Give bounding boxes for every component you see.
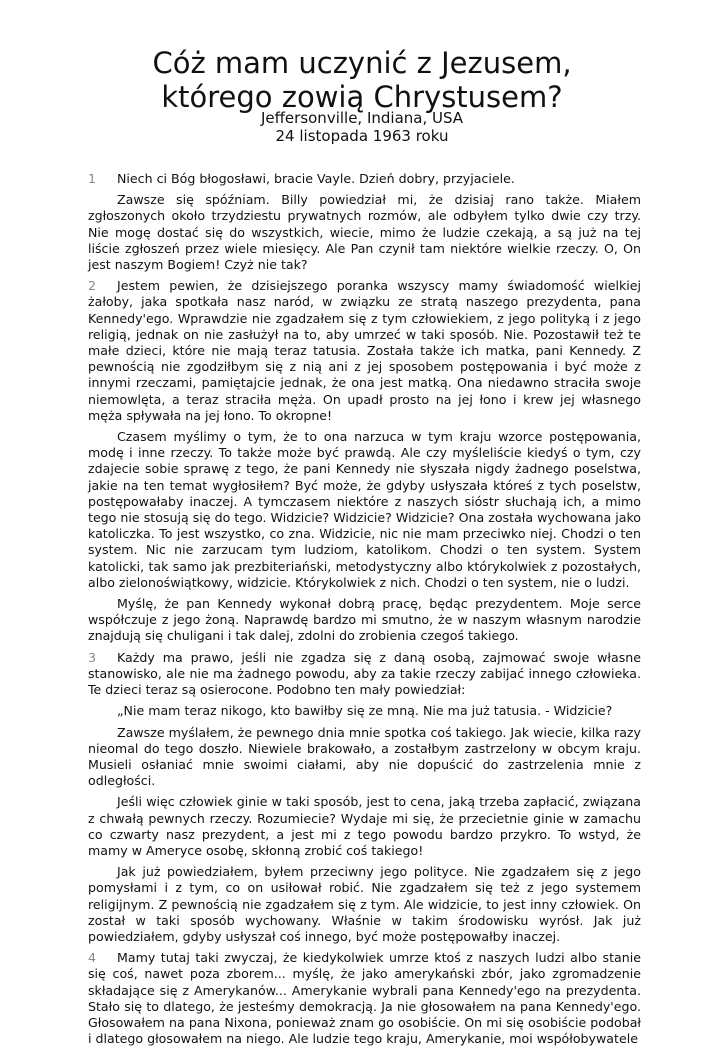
paragraph [88, 192, 641, 273]
title-line-2: którego zowią Chrystusem? [161, 80, 563, 114]
paragraph-text: Każdy ma prawo, jeśli nie zgadza się z daną osobą, zajmować swoje własne stanowisko, ale nie ma żadnego powodu, aby za takie rzeczy zabijać innego człowieka. Te dzieci teraz są osierocone. Podobno ten mały powiedział: [88, 649, 641, 698]
paragraph [88, 703, 641, 719]
paragraph-text: Niech ci Bóg błogosławi, bracie Vayle. Dzień dobry, przyjaciele. [117, 171, 515, 186]
paragraph-number: 1 [88, 171, 97, 186]
paragraph-text: Mamy tutaj taki zwyczaj, że kiedykolwiek umrze ktoś z naszych ludzi albo stanie się coś, nawet poza zborem... myślę, że jako amerykański zbór, jako zgromadzenie składające się z Amerykanów... Amerykanie wybrali pana Kennedy'ego na prezydenta. Stało się to dlatego, że jesteśmy demokracją. Ja nie głosowałem na pana Kennedy'ego. Głosowałem na pana Nixona, ponieważ znam go osobiście. On mi się osobiście podobał i dlatego głosowałem na niego. Ale ludzie tego kraju, Amerykanie, moi współobywatele [88, 950, 641, 1047]
paragraph [88, 864, 641, 945]
paragraph [88, 650, 641, 699]
document-body [88, 171, 641, 1052]
paragraph [88, 725, 641, 790]
paragraph [88, 171, 641, 187]
paragraph [88, 278, 641, 424]
paragraph-text: Jestem pewien, że dzisiejszego poranka wszyscy mamy świadomość wielkiej żałoby, jaka spotkała nasz naród, w związku ze stratą naszego prezydenta, pana Kennedy'ego. Wprawdzie nie zgadzałem się z tym człowiekiem, z jego polityką i z jego religią, jednak on nie zasłużył na to, aby umrzeć w taki sposób. Nie. Pozostawił też te małe dzieci, które nie mają teraz tatusia. Została także ich matka, pani Kennedy. Z pewnością nie zgodziłbym się z nią ani z jej sposobem postępowania i być może z innymi rzeczami, pamiętajcie jednak, że ona jest matką. Ona niedawno straciła swoje niemowlęta, a teraz straciła męża. On upadł prosto na jej łono i krew jej własnego męża spływała na jej łono. To okropne! [88, 278, 641, 423]
paragraph [88, 794, 641, 859]
paragraph [88, 596, 641, 645]
paragraph-text: Myślę, że pan Kennedy wykonał dobrą pracę, będąc prezydentem. Moje serce współczuje z jego żoną. Naprawdę bardzo mi smutno, że w naszym własnym narodzie znajdują się chuligani i tak dalej, zdolni do zrobienia czegoś takiego. [88, 596, 641, 644]
paragraph-text: Zawsze myślałem, że pewnego dnia mnie spotka coś takiego. Jak wiecie, kilka razy nieomal do tego doszło. Niewiele brakowało, a zostałbym zastrzelony w obcym kraju. Musieli osłaniać mnie swoimi ciałami, aby nie dopuścić do zastrzelenia mnie z odległości. [88, 724, 641, 789]
paragraph-text: „Nie mam teraz nikogo, kto bawiłby się ze mną. Nie ma już tatusia. - Widzicie? [117, 703, 613, 719]
date: 24 listopada 1963 roku [275, 127, 449, 145]
paragraph [88, 950, 641, 1047]
paragraph [88, 429, 641, 591]
paragraph-text: Jeśli więc człowiek ginie w taki sposób, jest to cena, jaką trzeba zapłacić, związana z chwałą pewnych rzeczy. Rozumiecie? Wydaje mi się, że przecietnie ginie w zamachu co czwarty nasz prezydent, a jest mi z tego powodu bardzo przykro. To wstyd, że mamy w Ameryce osobę, skłonną zrobić coś takiego! [88, 794, 641, 858]
location: Jeffersonville, Indiana, USA [260, 109, 464, 127]
paragraph-number: 2 [88, 278, 97, 294]
paragraph-number: 4 [88, 950, 97, 966]
title-line-1: Cóż mam uczynić z Jezusem, [152, 46, 572, 80]
paragraph-text: Jak już powiedziałem, byłem przeciwny jego polityce. Nie zgadzałem się z jego pomysłami i z tym, co on usiłował robić. Nie zgadzałem się też z jego systemem religijnym. Z pewnością nie zgadzałem się z tym. Ale widzicie, to jest inny człowiek. On został w taki sposób wychowany. Właśnie w takim środowisku wyrósł. Jak już powiedziałem, gdyby usłyszał coś innego, być może postępowałby inaczej. [88, 864, 641, 944]
paragraph-text: Czasem myślimy o tym, że to ona narzuca w tym kraju wzorce postępowania, modę i inne rzeczy. To także może być prawdą. Ale czy myśleliście kiedyś o tym, czy zdajecie sobie sprawę z tego, że pani Kennedy nie słyszała nigdy żadnego poselstwa, jakie na ten temat wygłosiłem? Być może, że gdyby usłyszała któreś z tych poselstw, postępowałaby inaczej. A tymczasem niektóre z naszych sióstr słuchają ich, a mimo tego nie stosują się do tego. Widzicie? Widzicie? Widzicie? Ona została wychowana jako katoliczka. To jest wszystko, co zna. Widzicie, nic nie mam przeciwko niej. Chodzi o ten system. Nic nie zarzucam tym ludziom, katolikom. Chodzi o ten system. System katolicki, tak samo jak prezbiteriański, metodystyczny albo którykolwiek z pozostałych, albo zielonoświątkowy, widzicie. Którykolwiek z nich. Chodzi o ten system, nie o ludzi. [88, 429, 641, 590]
paragraph-number: 3 [88, 649, 97, 665]
paragraph-text: Zawsze się spóźniam. Billy powiedział mi, że dzisiaj rano także. Miałem zgłoszonych około trzydziestu prywatnych rozmów, ale odbyłem tylko dwie czy trzy. Nie mogę dostać się do wszystkich, wiecie, mimo że ludzie czekają, a są już na tej liście zgłoszeń przez wiele miesięcy. Ale Pan czynił tam niektóre wielkie rzeczy. O, On jest naszym Bogiem! Czyż nie tak? [88, 192, 641, 273]
